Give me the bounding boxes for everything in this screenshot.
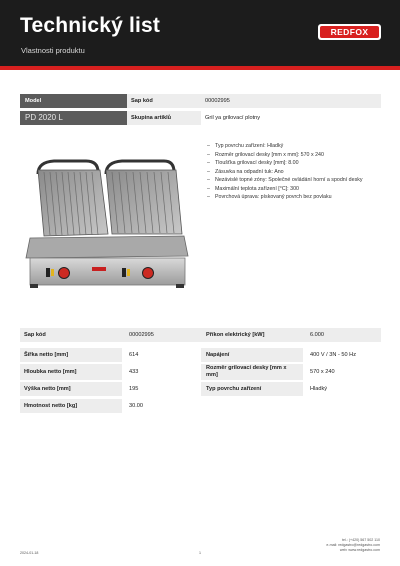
feature-item: – Maximální teplota zařízení [°C]: 300 <box>206 185 386 194</box>
model-value: PD 2020 L <box>20 111 127 125</box>
spec-label: Šířka netto [mm] <box>24 352 69 358</box>
info-header-row <box>20 94 381 108</box>
page-title: Technický list <box>20 14 161 37</box>
spec-label: Rozměr grilovací desky [mm x mm] <box>206 365 287 378</box>
spec-value: Hladký <box>310 386 328 392</box>
sap-value: 00002995 <box>205 98 230 104</box>
spec-row <box>20 328 381 342</box>
feature-item: – Tloušťka grilovací desky [mm]: 8.00 <box>206 159 386 168</box>
footer-date: 2024-01-18 <box>20 551 39 555</box>
spec-label: Výška netto [mm] <box>24 386 71 392</box>
feature-item: – Zásuvka na odpadní tuk: Ano <box>206 168 386 177</box>
spec-value: 433 <box>129 369 139 375</box>
spec-label: Příkon elektrický [kW] <box>206 332 265 338</box>
feature-item: – Rozměr grilovací desky [mm x mm]: 570 x 240 <box>206 151 386 160</box>
spec-value: 6.000 <box>310 332 324 338</box>
group-label: Skupina artiklů <box>127 111 201 125</box>
spec-value: 00002995 <box>129 332 154 338</box>
header <box>0 0 400 66</box>
accent-bar <box>0 66 400 70</box>
spec-value: 570 x 240 <box>310 369 335 375</box>
spec-label: Typ povrchu zařízení <box>206 386 262 392</box>
spec-row <box>20 364 381 380</box>
spec-label: Hloubka netto [mm] <box>24 369 77 375</box>
feature-item: – Povrchová úprava: pískovaný povrch bez povlaku <box>206 193 386 202</box>
info-value-row <box>20 111 381 125</box>
page-subtitle: Vlastnosti produktu <box>21 46 85 55</box>
feature-item: – Nezávislé topné zóny: Společné ovládání horní a spodní desky <box>206 176 386 185</box>
brand-logo-text: REDFOX <box>320 26 379 38</box>
row-shade <box>20 328 381 342</box>
contact-phone: tel.: (+420) 567 502 110 <box>342 538 380 542</box>
contact-web: web: www.redgastro.com <box>339 548 380 552</box>
spec-row <box>20 348 381 362</box>
contact-block <box>326 538 380 553</box>
model-label: Model <box>20 94 127 108</box>
spec-label: Hmotnost netto [kg] <box>24 403 78 409</box>
spec-label: Sap kód <box>24 332 46 338</box>
spec-value: 614 <box>129 352 139 358</box>
brand-logo <box>318 24 381 40</box>
page-number: 1 <box>199 551 201 555</box>
feature-item: – Typ povrchu zařízení: Hladký <box>206 142 386 151</box>
spec-row <box>20 382 381 396</box>
spec-row <box>20 399 381 413</box>
group-value: Gril ya grilovací plotny <box>205 115 261 121</box>
product-photo <box>24 152 189 289</box>
sap-label: Sap kód <box>131 98 153 104</box>
contact-email: e-mail: redgastro@redgastro.com <box>326 543 380 547</box>
spec-value: 195 <box>129 386 139 392</box>
feature-list <box>206 142 386 202</box>
spec-value: 30.00 <box>129 403 143 409</box>
spec-value: 400 V / 3N - 50 Hz <box>310 352 357 358</box>
spec-label: Napájení <box>206 352 230 358</box>
